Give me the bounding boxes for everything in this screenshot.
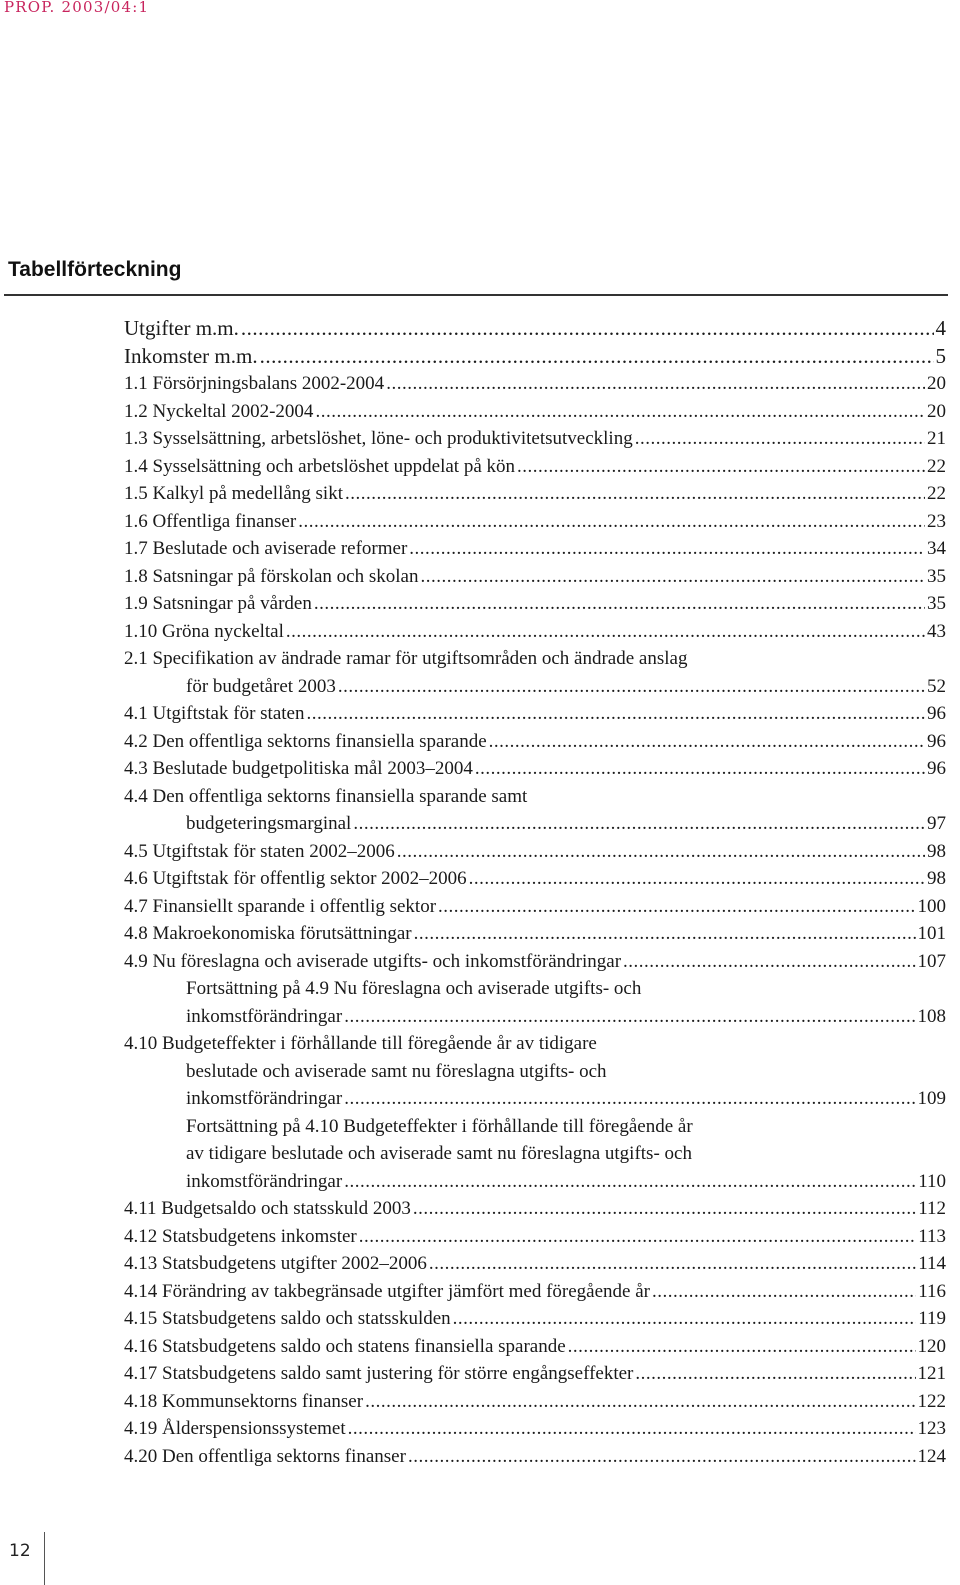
dot-leader — [635, 425, 925, 453]
toc-entry-row — [124, 1333, 946, 1361]
toc-entry-title: Inkomster m.m. — [124, 343, 258, 368]
toc-page-number: 98 — [927, 868, 946, 889]
toc-entry-title: 4.15 Statsbudgetens saldo och statsskulden — [124, 1308, 451, 1329]
toc-page-number: 96 — [927, 758, 946, 779]
toc-entry-row — [124, 398, 946, 426]
toc-entry-row — [124, 810, 946, 838]
toc-entry-title: 4.8 Makroekonomiska förutsättningar — [124, 923, 412, 944]
toc-entry — [124, 783, 946, 838]
dot-leader — [348, 1415, 916, 1443]
toc-entry-title: 4.13 Statsbudgetens utgifter 2002–2006 — [124, 1253, 427, 1274]
toc-entry — [124, 893, 946, 921]
toc-entry — [124, 315, 946, 343]
toc-entry — [124, 1223, 946, 1251]
toc-page-number: 4 — [935, 316, 946, 340]
toc-entry-title: 4.11 Budgetsaldo och statsskuld 2003 — [124, 1198, 411, 1219]
toc-entry — [124, 948, 946, 976]
toc-entry-line: beslutade och aviserade samt nu föreslagna utgifts- och — [186, 1060, 607, 1082]
toc-entry — [124, 728, 946, 756]
toc-entry-row — [124, 1250, 946, 1278]
toc-entry-row — [124, 948, 946, 976]
toc-entry — [124, 1333, 946, 1361]
toc-entry — [124, 453, 946, 481]
toc-page-number: 35 — [927, 565, 946, 587]
toc-entry-row — [124, 1305, 946, 1333]
toc-page-number: 116 — [918, 1280, 946, 1302]
toc-entry-row — [124, 1003, 946, 1031]
toc-page-number: 101 — [917, 923, 946, 944]
toc-entry-row — [124, 425, 946, 453]
toc-entry — [124, 755, 946, 783]
toc-entry — [124, 425, 946, 453]
toc-page-number: 34 — [927, 538, 946, 559]
toc-entry — [124, 975, 946, 1030]
toc-entry-title: 4.5 Utgiftstak för staten 2002–2006 — [124, 840, 395, 862]
toc-page-number: 122 — [917, 1390, 946, 1412]
toc-entry — [124, 1250, 946, 1278]
dot-leader — [408, 1443, 916, 1471]
toc-entry-line: Fortsättning på 4.10 Budgeteffekter i förhållande till föregående år — [186, 1115, 693, 1137]
toc-entry-title: 4.1 Utgiftstak för staten — [124, 703, 305, 724]
toc-entry-title: 4.19 Ålderspensionssystemet — [124, 1418, 346, 1439]
toc-entry-row — [124, 535, 946, 563]
page-number: 12 — [9, 1541, 31, 1561]
dot-leader — [414, 920, 916, 948]
dot-leader — [344, 1003, 915, 1031]
toc-page-number: 119 — [918, 1308, 946, 1329]
toc-entry — [124, 370, 946, 398]
toc-page-number: 96 — [927, 730, 946, 752]
title-rule — [4, 294, 948, 296]
toc-entry — [124, 920, 946, 948]
toc-entry-title: 4.6 Utgiftstak för offentlig sektor 2002–2006 — [124, 868, 467, 889]
toc-entry-line: av tidigare beslutade och aviserade samt nu föreslagna utgifts- och — [186, 1143, 692, 1164]
toc-entry-title: 1.9 Satsningar på vården — [124, 593, 312, 614]
toc-entry-title: 4.2 Den offentliga sektorns finansiella sparande — [124, 730, 487, 752]
toc-entry — [124, 618, 946, 646]
toc-entry-row — [124, 920, 946, 948]
toc-entry-line: 2.1 Specifikation av ändrade ramar för utgiftsområden och ändrade anslag — [124, 648, 688, 669]
dot-leader — [517, 453, 925, 481]
toc-page-number: 109 — [917, 1088, 946, 1109]
toc-entry — [124, 1113, 946, 1196]
toc-entry — [124, 590, 946, 618]
toc-entry — [124, 1360, 946, 1388]
toc-page-number: 107 — [917, 950, 946, 972]
toc-entry — [124, 645, 946, 700]
toc-entry-title: budgeteringsmarginal — [186, 813, 352, 834]
dot-leader — [345, 480, 925, 508]
toc-entry — [124, 1305, 946, 1333]
dot-leader — [652, 1278, 916, 1306]
toc-entry-title: 4.20 Den offentliga sektorns finanser — [124, 1445, 406, 1467]
toc-page-number: 21 — [927, 428, 946, 449]
toc-page-number: 35 — [927, 593, 946, 614]
toc-entry-title: 4.16 Statsbudgetens saldo och statens finansiella sparande — [124, 1335, 566, 1357]
dot-leader — [469, 865, 925, 893]
dot-leader — [314, 590, 925, 618]
dot-leader — [420, 563, 925, 591]
toc-entry-row — [124, 673, 946, 701]
dot-leader — [338, 673, 925, 701]
dot-leader — [635, 1360, 915, 1388]
dot-leader — [453, 1305, 917, 1333]
toc-entry-row — [124, 865, 946, 893]
dot-leader — [397, 838, 925, 866]
toc-entry-row — [124, 343, 946, 371]
toc-entry-row — [124, 1223, 946, 1251]
dot-leader — [429, 1250, 916, 1278]
dot-leader — [409, 535, 925, 563]
toc-entry-row — [124, 893, 946, 921]
toc-entry-line: Fortsättning på 4.9 Nu föreslagna och aviserade utgifts- och — [186, 978, 642, 999]
toc-page-number: 112 — [918, 1198, 946, 1219]
toc-page-number: 20 — [927, 373, 946, 394]
toc-entry-row — [124, 480, 946, 508]
toc-entry — [124, 1415, 946, 1443]
toc-entry — [124, 838, 946, 866]
toc-entry-line: 4.10 Budgeteffekter i förhållande till föregående år av tidigare — [124, 1033, 597, 1054]
toc-entry-row — [124, 590, 946, 618]
toc-entry-row — [124, 508, 946, 536]
toc-entry-row — [124, 1388, 946, 1416]
toc-entry — [124, 343, 946, 371]
toc-entry-title: 4.7 Finansiellt sparande i offentlig sektor — [124, 895, 437, 917]
toc-page-number: 110 — [918, 1170, 946, 1192]
toc-entry-row — [124, 700, 946, 728]
toc-page-number: 114 — [918, 1253, 946, 1274]
dot-leader — [438, 893, 915, 921]
dot-leader — [568, 1333, 916, 1361]
dot-leader — [353, 810, 925, 838]
table-of-contents — [124, 315, 946, 1470]
toc-entry — [124, 480, 946, 508]
dot-leader — [386, 370, 925, 398]
toc-entry-title: Utgifter m.m. — [124, 316, 239, 340]
toc-entry — [124, 700, 946, 728]
toc-entry — [124, 1443, 946, 1471]
toc-page-number: 120 — [917, 1335, 946, 1357]
toc-entry-title: 4.18 Kommunsektorns finanser — [124, 1390, 364, 1412]
running-header: PROP. 2003/04:1 — [4, 0, 150, 16]
dot-leader — [306, 700, 925, 728]
toc-entry-row — [124, 1278, 946, 1306]
toc-page-number: 23 — [927, 510, 946, 532]
dot-leader — [260, 343, 934, 371]
toc-entry-title: 4.9 Nu föreslagna och aviserade utgifts- och inkomstförändringar — [124, 950, 622, 972]
toc-page-number: 22 — [927, 455, 946, 477]
toc-page-number: 97 — [927, 813, 946, 834]
dot-leader — [315, 398, 925, 426]
toc-entry-row — [124, 618, 946, 646]
toc-entry-row — [124, 1168, 946, 1196]
toc-entry-title: inkomstförändringar — [186, 1005, 343, 1027]
toc-page-number: 96 — [927, 703, 946, 724]
toc-entry-title: 1.7 Beslutade och aviserade reformer — [124, 538, 408, 559]
toc-entry — [124, 508, 946, 536]
footer-rule — [44, 1532, 45, 1585]
dot-leader — [359, 1223, 916, 1251]
toc-page-number: 20 — [927, 400, 946, 422]
toc-entry-row — [124, 453, 946, 481]
toc-entry-title: 4.14 Förändring av takbegränsade utgifter jämfört med föregående år — [124, 1280, 650, 1302]
toc-entry-line: 4.4 Den offentliga sektorns finansiella sparande samt — [124, 785, 528, 807]
toc-page-number: 52 — [927, 675, 946, 697]
toc-entry-row — [124, 755, 946, 783]
dot-leader — [413, 1195, 916, 1223]
toc-entry-title: 1.2 Nyckeltal 2002-2004 — [124, 400, 314, 422]
toc-page-number: 98 — [927, 840, 946, 862]
toc-entry-title: inkomstförändringar — [186, 1170, 343, 1192]
dot-leader — [623, 948, 915, 976]
dot-leader — [344, 1168, 916, 1196]
toc-entry-title: för budgetåret 2003 — [186, 675, 336, 697]
toc-page-number: 100 — [917, 895, 946, 917]
toc-entry-title: 1.8 Satsningar på förskolan och skolan — [124, 565, 419, 587]
toc-entry-row — [124, 315, 946, 343]
dot-leader — [475, 755, 925, 783]
toc-entry-row — [124, 563, 946, 591]
toc-entry-row — [124, 1443, 946, 1471]
toc-page-number: 113 — [918, 1225, 946, 1247]
dot-leader — [286, 618, 925, 646]
dot-leader — [489, 728, 925, 756]
toc-entry-row — [124, 1415, 946, 1443]
dot-leader — [344, 1085, 915, 1113]
toc-page-number: 123 — [917, 1418, 946, 1439]
toc-page-number: 22 — [927, 483, 946, 504]
toc-entry-title: 1.10 Gröna nyckeltal — [124, 620, 284, 642]
toc-entry — [124, 398, 946, 426]
toc-entry-row — [124, 1195, 946, 1223]
toc-entry — [124, 865, 946, 893]
toc-page-number: 124 — [917, 1445, 946, 1467]
toc-entry — [124, 1030, 946, 1113]
toc-entry-row — [124, 838, 946, 866]
section-title: Tabellförteckning — [8, 258, 182, 281]
dot-leader — [241, 315, 934, 343]
toc-entry — [124, 1278, 946, 1306]
dot-leader — [365, 1388, 915, 1416]
toc-entry — [124, 563, 946, 591]
toc-entry-title: 4.12 Statsbudgetens inkomster — [124, 1225, 357, 1247]
toc-entry-row — [124, 728, 946, 756]
dot-leader — [298, 508, 925, 536]
toc-entry-row — [124, 1360, 946, 1388]
toc-entry-title: 1.5 Kalkyl på medellång sikt — [124, 483, 343, 504]
toc-entry-title: 4.17 Statsbudgetens saldo samt justering för större engångseffekter — [124, 1363, 634, 1384]
toc-page-number: 121 — [917, 1363, 946, 1384]
toc-entry-title: 1.6 Offentliga finanser — [124, 510, 297, 532]
toc-entry-title: inkomstförändringar — [186, 1088, 343, 1109]
toc-page-number: 108 — [917, 1005, 946, 1027]
toc-entry — [124, 535, 946, 563]
toc-entry-title: 4.3 Beslutade budgetpolitiska mål 2003–2004 — [124, 758, 473, 779]
toc-entry-title: 1.3 Sysselsättning, arbetslöshet, löne- och produktivitetsutveckling — [124, 428, 633, 449]
toc-entry-row — [124, 370, 946, 398]
toc-entry-title: 1.4 Sysselsättning och arbetslöshet uppdelat på kön — [124, 455, 516, 477]
toc-page-number: 5 — [935, 343, 946, 368]
toc-entry-title: 1.1 Försörjningsbalans 2002-2004 — [124, 373, 385, 394]
toc-entry — [124, 1195, 946, 1223]
toc-page-number: 43 — [927, 620, 946, 642]
toc-entry — [124, 1388, 946, 1416]
toc-entry-row — [124, 1085, 946, 1113]
